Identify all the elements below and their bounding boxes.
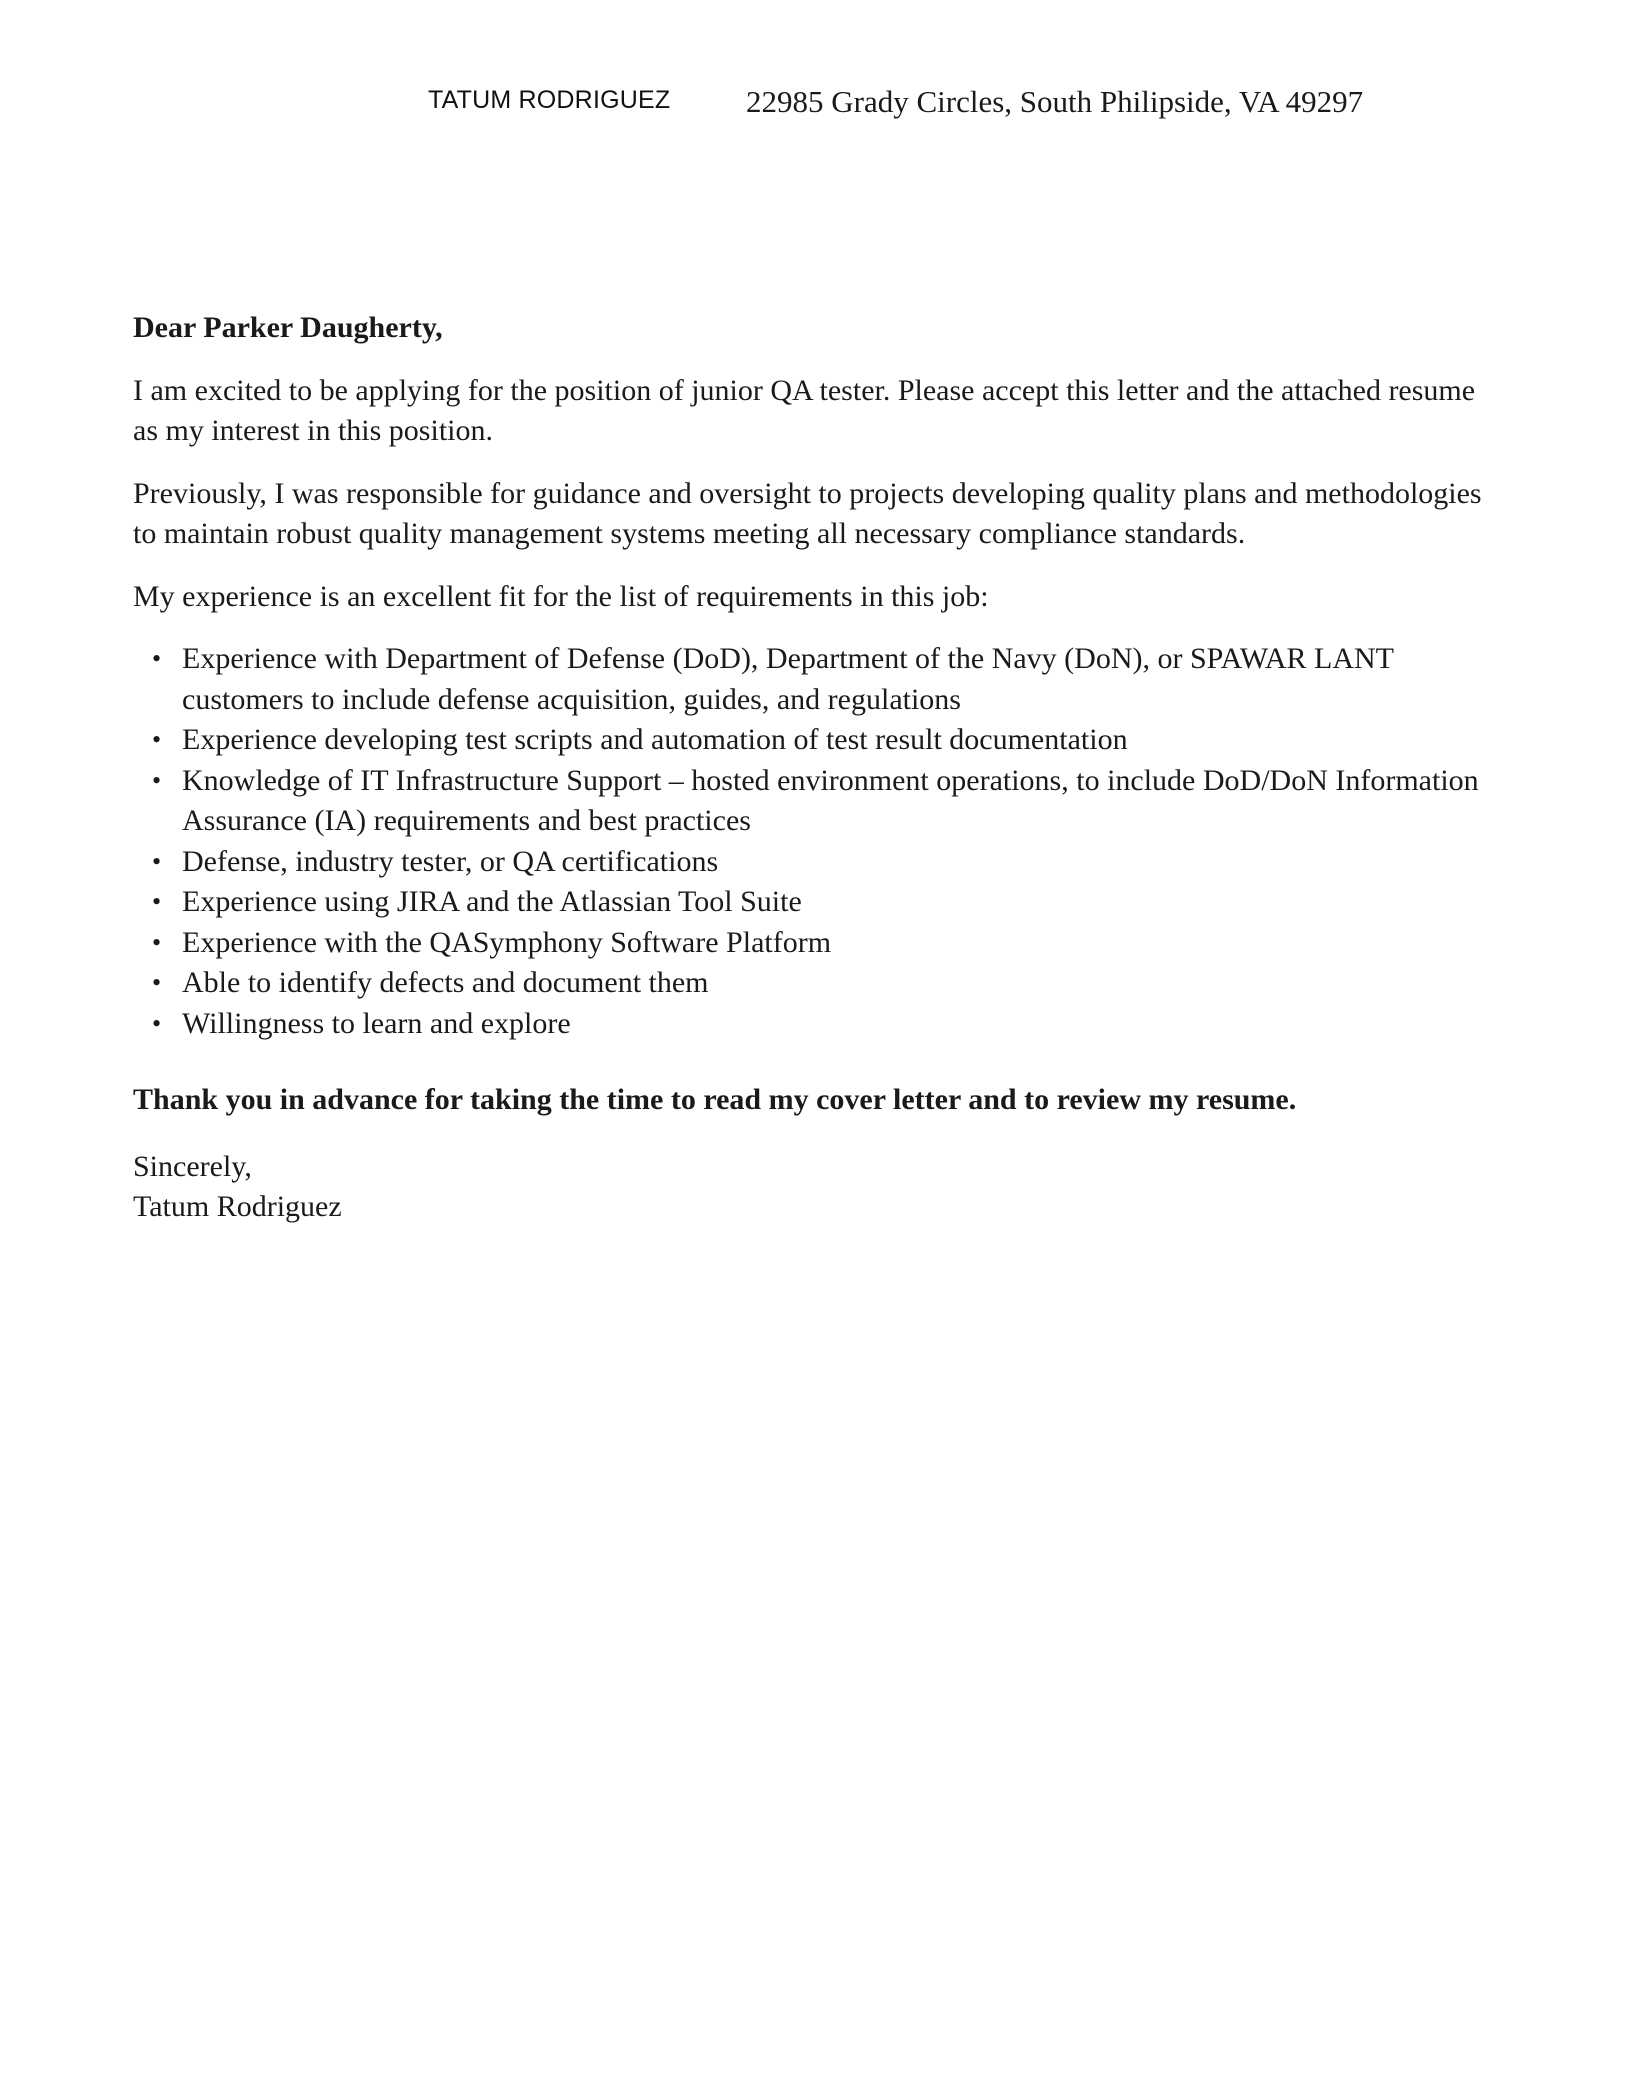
- list-item-text: Experience developing test scripts and automation of test result documentation: [182, 723, 1128, 756]
- bullet-icon: •: [152, 846, 162, 876]
- list-item-text: Experience using JIRA and the Atlassian Tool Suite: [182, 885, 802, 918]
- list-item: [152, 1004, 1503, 1045]
- list-item: [152, 639, 1503, 720]
- sender-address: 22985 Grady Circles, South Philipside, VA 49297: [746, 84, 1364, 119]
- list-item-text: Able to identify defects and document them: [182, 966, 709, 999]
- bullet-icon: •: [152, 968, 162, 997]
- list-item-text: Knowledge of IT Infrastructure Support – hosted environment operations, to include DoD/DoN Information Assurance (IA) requirements and best practices: [182, 763, 1479, 837]
- requirements-list: [133, 639, 1503, 1044]
- list-item: [152, 882, 1503, 923]
- list-item: [152, 842, 1503, 883]
- bullet-icon: •: [152, 725, 162, 754]
- list-item: [152, 761, 1503, 842]
- sender-name: TATUM RODRIGUEZ: [428, 86, 671, 114]
- bullet-icon: •: [152, 644, 162, 673]
- list-item-text: Experience with the QASymphony Software Platform: [182, 925, 832, 959]
- experience-paragraph: Previously, I was responsible for guidance and oversight to projects developing quality plans and methodologies to maintain robust quality management systems meeting all necessary compliance standards.: [133, 476, 1482, 550]
- bullet-icon: •: [152, 887, 162, 916]
- list-item: [152, 963, 1503, 1004]
- signoff: [133, 1147, 1503, 1228]
- bullet-icon: •: [152, 1008, 162, 1038]
- salutation: Dear Parker Daugherty,: [133, 311, 443, 344]
- bullet-icon: •: [152, 927, 162, 957]
- requirements-intro: My experience is an excellent fit for the list of requirements in this job:: [133, 579, 989, 613]
- list-item-text: Experience with Department of Defense (DoD), Department of the Navy (DoN), or SPAWAR LANT customers to include defense acquisition, guides, and regulations: [182, 642, 1394, 716]
- signature-name: Tatum Rodriguez: [133, 1190, 342, 1223]
- closing-note: Thank you in advance for taking the time to read my cover letter and to review my resume.: [133, 1083, 1297, 1116]
- list-item: [152, 720, 1503, 761]
- list-item: [152, 923, 1503, 964]
- letter-body: [133, 308, 1503, 1228]
- letter-header: [0, 84, 1632, 126]
- list-item-text: Willingness to learn and explore: [182, 1006, 571, 1040]
- valediction: Sincerely,: [133, 1149, 252, 1183]
- intro-paragraph: I am excited to be applying for the position of junior QA tester. Please accept this letter and the attached resume as my interest in this position.: [133, 373, 1476, 447]
- list-item-text: Defense, industry tester, or QA certifications: [182, 844, 719, 878]
- bullet-icon: •: [152, 765, 162, 795]
